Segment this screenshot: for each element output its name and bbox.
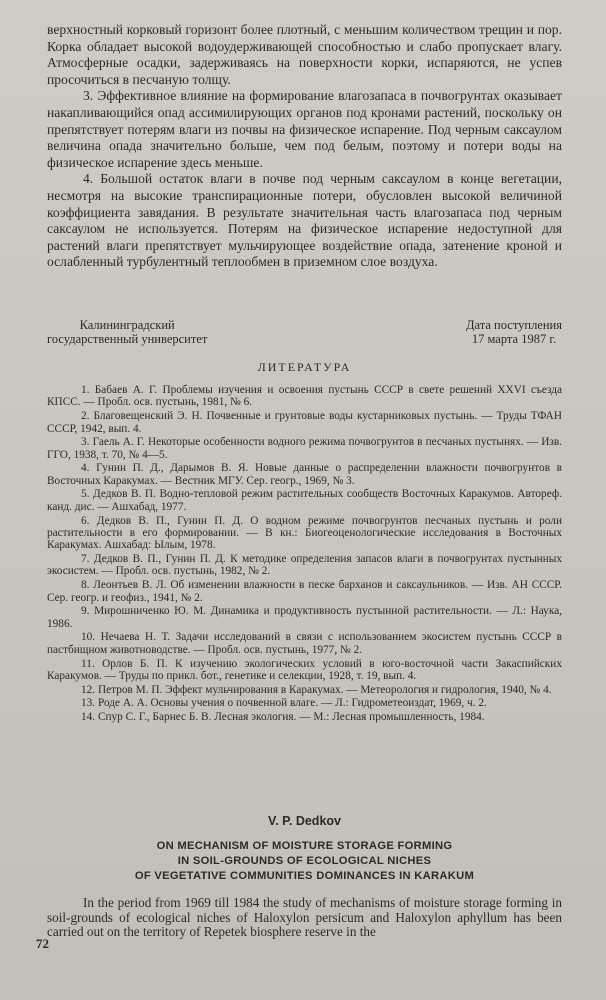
reference-item: 10. Нечаева Н. Т. Задачи исследований в связи с использованием экосистем пустынь СССР в пастбищном животноводстве. — Пробл. осв. пустынь, 1977, № 2. xyxy=(47,631,562,656)
reference-item: 13. Роде А. А. Основы учения о почвенной влаге. — Л.: Гидрометеоиздат, 1969, ч. 2. xyxy=(81,697,487,710)
english-abstract-block xyxy=(47,896,562,940)
reference-item: 12. Петров М. П. Эффект мульчирования в Каракумах. — Метеорология и гидрология, 1940, № 4. xyxy=(81,683,552,696)
affiliation: Калининградский государственный университет xyxy=(47,318,208,346)
paragraph-continued: верхностный корковый горизонт более плотный, с меньшим количеством трещин и пор. Корка обладает высокой водоудерживающей способностью и слабо пропускает влагу. Атмосферные осадки, задерживаясь на поверхности корки, испаряются, не успев просочиться в песчаную толщу. xyxy=(47,22,562,87)
paragraph-4: 4. Большой остаток влаги в почве под черным саксаулом в конце вегетации, несмотря на высокие транспирационные потери, обусловлен высокой величиной коэффициента завядания. В результате значительная часть влагозапаса под черным саксаулом не используется. Потерям на физическое испарение недоступной для растений влаги препятствует мульчирующее воздействие опада, затенение кроной и ослабленный турбулентный теплообмен в приземном слое воздуха. xyxy=(47,171,562,270)
reference-item: 11. Орлов Б. П. К изучению экологических условий в юго-восточной части Закаспийских Каракумов. — Труды по прикл. бот., генетике и селекции, 1928, т. 19, вып. 4. xyxy=(47,657,562,682)
reference-list xyxy=(47,384,562,725)
reference-item: 8. Леонтьев В. Л. Об изменении влажности в песке барханов и саксаульников. — Изв. АН СССР. Сер. геогр. и геофиз., 1941, № 2. xyxy=(47,579,562,604)
reference-item: 7. Дедков В. П., Гунин П. Д. К методике определения запасов влаги в почвогрунтах пустынных экосистем. — Пробл. осв. пустынь, 1982, № 2. xyxy=(47,553,562,578)
received-date: Дата поступления 17 марта 1987 г. xyxy=(466,318,562,346)
paragraph-3: 3. Эффективное влияние на формирование влагозапаса в почвогрунтах оказывает накапливающийся опад ассимилирующих органов под кронами растений, поскольку он препятствует потерям влаги из почвы на физическое испарение. Под черным саксаулом величина опада значительно больше, чем под белым, поэтому и потери воды на физическое испарение здесь меньше. xyxy=(47,88,562,170)
reference-item: 14. Спур С. Г., Барнес Б. В. Лесная экология. — М.: Лесная промышленность, 1984. xyxy=(81,711,485,724)
author-name: V. P. Dedkov xyxy=(268,814,341,828)
reference-item: 9. Мирошниченко Ю. М. Динамика и продуктивность пустынной растительности. — Л.: Наука, 1986. xyxy=(47,605,562,630)
references-heading: ЛИТЕРАТУРА xyxy=(257,360,352,374)
reference-item: 6. Дедков В. П., Гунин П. Д. О водном режиме почвогрунтов песчаных пустынь и роли растительности в его формировании. — В кн.: Биогеоценологические исследования в Восточных Каракумах. Ашхабад: Ылым, 1978. xyxy=(47,514,562,552)
reference-item: 3. Гаель А. Г. Некоторые особенности водного режима почвогрунтов в песчаных пустынях. — Изв. ГГО, 1938, т. 70, № 4—5. xyxy=(47,436,562,461)
reference-item: 5. Дедков В. П. Водно-тепловой режим растительных сообществ Восточных Каракумов. Автореф. канд. дис. — Ашхабад, 1977. xyxy=(47,488,562,513)
page-number: 72 xyxy=(36,936,49,951)
body-text xyxy=(47,22,562,271)
english-abstract: In the period from 1969 till 1984 the study of mechanisms of moisture storage forming in soil-grounds of ecological niches of Haloxylon persicum and Haloxylon aphyllum has been carried out on the territory of Repetek biosphere reserve in the xyxy=(47,895,562,940)
reference-item: 4. Гунин П. Д., Дарымов В. Я. Новые данные о распределении влажности почвогрунтов в Восточных Каракумах. — Вестник МГУ. Сер. геогр., 1969, № 3. xyxy=(47,462,562,487)
reference-item: 2. Благовещенский Э. Н. Почвенные и грунтовые воды кустарниковых пустынь. — Труды ТФАН СССР, 1942, вып. 4. xyxy=(47,410,562,435)
english-title: ON MECHANISM OF MOISTURE STORAGE FORMING IN SOIL-GROUNDS OF ECOLOGICAL NICHES OF VEGETATIVE COMMUNITIES DOMINANCES IN KARAKUM xyxy=(134,840,475,883)
reference-item: 1. Бабаев А. Г. Проблемы изучения и освоения пустынь СССР в свете решений XXVI съезда КПСС. — Пробл. осв. пустынь, 1981, № 6. xyxy=(47,384,562,409)
signature-block xyxy=(47,318,562,346)
